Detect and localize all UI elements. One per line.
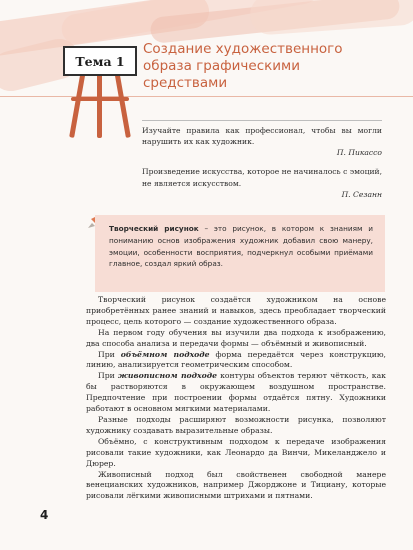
paragraph-text: При xyxy=(98,349,121,359)
paragraph xyxy=(86,350,386,372)
epigraph-author: П. Пикассо xyxy=(336,148,382,158)
term-volumetric: объёмном подходе xyxy=(120,349,210,359)
definition-text: – это рисунок, в котором к знаниям и пониманию основ изображения художник добавил свою манеру, эмоции, особенности восприятия, подчеркнул особыми приёмами главное, создал яркий образ. xyxy=(109,224,373,269)
epigraphs xyxy=(142,120,382,208)
body-text xyxy=(86,295,386,502)
epigraph-author: П. Сезанн xyxy=(341,189,382,199)
page-number: 4 xyxy=(40,508,49,522)
paragraph: Разные подходы расширяют возможности рисунка, позволяют художнику создавать выразительные образы. xyxy=(86,414,386,435)
paragraph-text: При xyxy=(98,371,118,381)
topic-title-line: образа графическими xyxy=(143,58,301,74)
paragraph-text: На первом году обучения вы изучили два подхода к изображению, два способа анализа и передачи формы — объёмный и живописный. xyxy=(86,327,386,348)
topic-title xyxy=(143,41,373,92)
paragraph: Творческий рисунок создаётся художником на основе приобретённых ранее знаний и навыков, здесь преобладает творческий процесс, цель которого — создание художественного образа. xyxy=(86,295,386,326)
epigraph-quote: Произведение искусства, которое не начиналось с эмоций, не является искусством. xyxy=(142,167,382,188)
topic-badge: Тема 1 xyxy=(63,46,137,76)
definition-term: Творческий рисунок xyxy=(109,224,199,233)
epigraph-quote: Изучайте правила как профессионал, чтобы вы могли нарушить их как художник. xyxy=(142,126,382,147)
paragraph xyxy=(86,371,386,415)
header-rule xyxy=(0,96,413,97)
paragraph xyxy=(86,328,386,350)
paragraph-text: форма передаётся через конструкцию, линию, анализируется геометрическим способом. xyxy=(86,349,386,370)
paragraph: Объёмно, с конструктивным подходом к передаче изображения рисовали такие художники, как Леонардо да Винчи, Микеланджело и Дюрер. xyxy=(86,436,386,468)
paragraph: Живописный подход был свойственен свободной манере венецианских художников, например Джорджоне и Тициану, которые рисовали лёгкими живописными штрихами и пятнами. xyxy=(86,469,386,501)
definition-box xyxy=(95,215,385,292)
term-painterly: живописном подходе xyxy=(117,371,217,381)
paragraph-text: контуры объектов теряют чёткость, как бы растворяются в окружающем воздушном пространстве. Предпочтение при построении формы отдаётся пятну. Художники работают в основном мягкими материалами. xyxy=(86,371,386,414)
topic-title-line: средствами xyxy=(143,75,228,91)
topic-title-line: Создание художественного xyxy=(143,41,343,57)
